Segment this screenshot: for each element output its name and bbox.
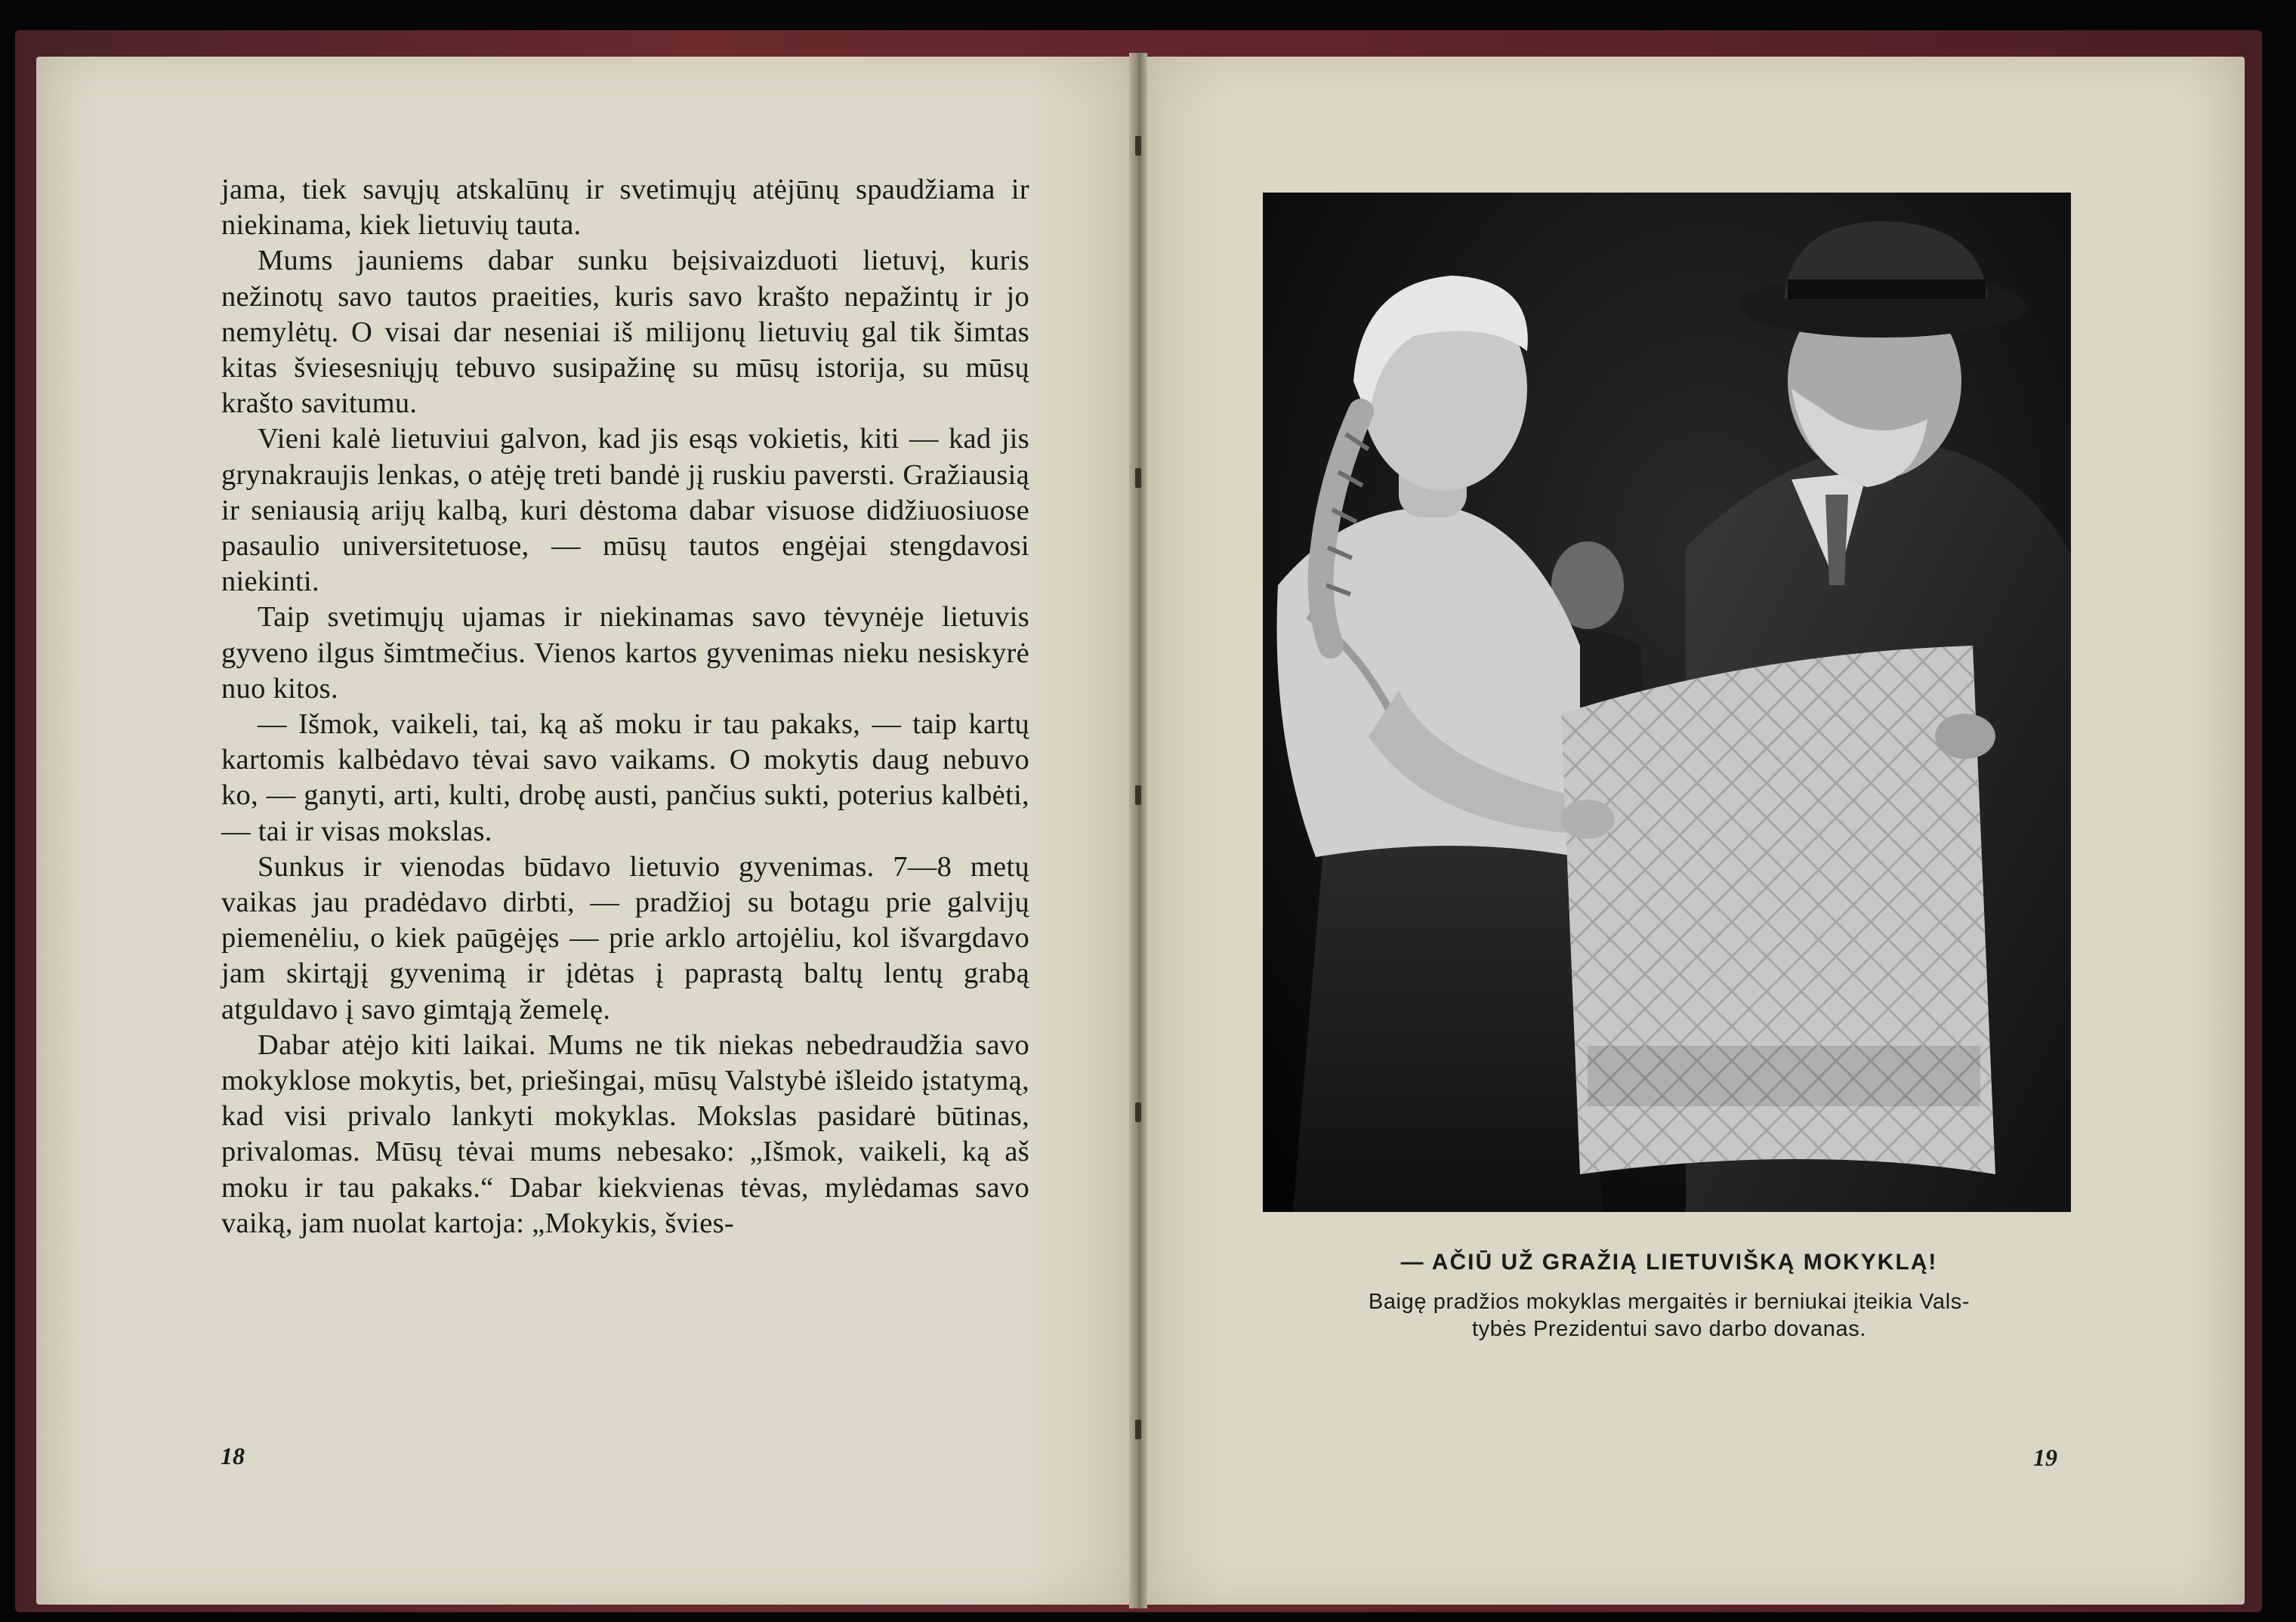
- caption-line: Baigę pradžios mokyklas mergaitės ir berniukai įteikia Vals-: [1368, 1290, 1970, 1314]
- caption-description: [1239, 1288, 2100, 1343]
- paragraph: Mums jauniems dabar sunku beįsivaizduoti lietuvį, kuris nežinotų savo tautos praeities, kuris savo krašto nepažintų ir jo nemylėtų. O visai dar neseniai iš milijonų lietuvių gal tik šimtas kitas šviesesniųjų tebuvo susipažinę su mūsų istorija, su mūsų krašto savitumu.: [221, 245, 1029, 420]
- page-number-left: 18: [221, 1442, 245, 1469]
- binding-stitch: [1135, 1102, 1141, 1122]
- book-gutter: [1129, 53, 1147, 1608]
- paragraph: Sunkus ir vienodas būdavo lietuvio gyvenimas. 7—8 metų vaikas jau pradėdavo dirbti, — pradžioj su botagu prie galvijų piemenėliu, o kiek paūgėjęs — prie arklo artojėliu, kol išvargdavo jam skirtąjį gyvenimą ir įdėtas į paprastą baltų lentų grabą atguldavo į savo gimtąją žemelę.: [221, 850, 1029, 1025]
- paragraph: Vieni kalė lietuviui galvon, kad jis esąs vokietis, kiti — kad jis grynakraujis lenkas, o atėję treti bandė jį ruskiu paversti. Gražiausią ir seniausią arijų kalbą, kuri dėstoma dabar visuose didžiuosiuose pasaulio universitetuose, — mūsų tautos engėjai stengdavosi niekinti.: [221, 423, 1029, 598]
- binding-stitch: [1135, 785, 1141, 805]
- paragraph: Dabar atėjo kiti laikai. Mums ne tik niekas nebedraudžia savo mokyklose mokytis, bet, priešingai, mūsų Valstybė išleido įstatymą, kad visi privalo lankyti mokyklas. Mokslas pasidarė būtinas, privalomas. Mūsų tėvai mums nebesako: „Išmok, vaikeli, ką aš moku ir tau pakaks.“ Dabar kiekvienas tėvas, mylėdamas savo vaiką, jam nuolat kartoja: „Mokykis, švies-: [221, 1028, 1029, 1239]
- paragraph: Taip svetimųjų ujamas ir niekinamas savo tėvynėje lietuvis gyveno ilgus šimtmečius. Vienos kartos gyvenimas nieku nesiskyrė nuo kitos.: [221, 601, 1029, 705]
- photo-illustration: [1263, 193, 2071, 1212]
- page-number-right: 19: [2033, 1444, 2057, 1471]
- photograph: [1263, 193, 2071, 1212]
- binding-stitch: [1135, 1420, 1141, 1439]
- paragraph: — Išmok, vaikeli, tai, ką aš moku ir tau pakaks, — taip kartų kartomis kalbėdavo tėvai savo vaikams. O mokytis daug nebuvo ko, — ganyti, arti, kulti, drobę austi, pančius sukti, poterius kalbėti, — tai ir visas mokslas.: [221, 708, 1029, 847]
- caption-line: tybės Prezidentui savo darbo dovanas.: [1472, 1317, 1866, 1341]
- caption-title: — AČIŪ UŽ GRAŽIĄ LIETUVIŠKĄ MOKYKLĄ!: [1400, 1250, 1938, 1275]
- body-text: [221, 172, 1029, 1241]
- binding-stitch: [1135, 136, 1141, 156]
- paragraph: jama, tiek savųjų atskalūnų ir svetimųjų atėjūnų spaudžiama ir niekinama, kiek lietuvių tauta.: [221, 174, 1029, 242]
- binding-stitch: [1135, 468, 1141, 488]
